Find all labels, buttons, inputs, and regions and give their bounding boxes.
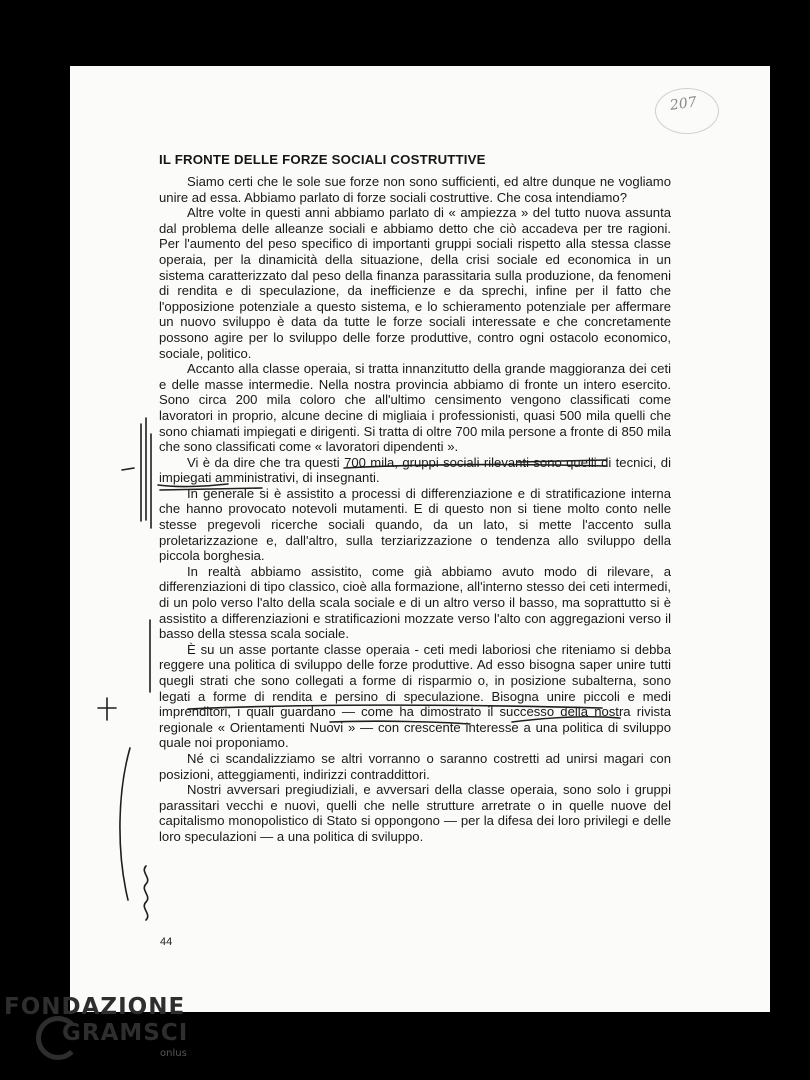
- watermark-sub: onlus: [160, 1048, 187, 1059]
- paragraph: In realtà abbiamo assistito, come già abbiamo avuto modo di rilevare, a differenziazioni di tipo classico, cioè alla formazione, all'interno stesso dei ceti intermedi, di un polo verso l'alto della scala sociale e di un altro verso il basso, ma soprattutto si è assistito a differenziazioni e stratificazioni mozzate verso l'alto con aggregazioni verso il basso della stessa scala sociale.: [159, 563, 671, 642]
- paragraph: Vi è da dire che tra questi 700 mila, gruppi sociali rilevanti sono quelli di tecnici, di impiegati amministrativi, di insegnanti.: [159, 454, 671, 486]
- page-number: 44: [160, 936, 173, 948]
- document-page: [70, 66, 770, 1012]
- paragraph: Nostri avversari pregiudiziali, e avversari della classe operaia, sono solo i gruppi parassitari vecchi e nuovi, quelli che nelle strutture arretrate o in quelle nuove del capitalismo monopolistico di Stato si oppongono — per la difesa dei loro privilegi e delle loro speculazioni — a una politica di sviluppo.: [159, 782, 671, 844]
- paragraph: Altre volte in questi anni abbiamo parlato di « ampiezza » del tutto nuova assunta dal problema delle alleanze sociali e abbiamo detto che ciò accadeva per tre ragioni. Per l'aumento del peso specifico di importanti gruppi sociali rispetto alla stessa classe operaia, per la dinamicità della situazione, della crisi sociale ed economica in un sistema caratterizzato dal peso della finanza parassitaria sulla produzione, da fenomeni di rendita e di speculazione, da inefficienze e da sprechi, infine per il fatto che l'opposizione potenziale a questo sistema, e lo schieramento potenziale per affermare un nuovo sviluppo è data da tutte le forze sociali interessate e che concretamente possono agire per lo sviluppo delle forze produttive, contro ogni ostacolo economico, sociale, politico.: [159, 205, 671, 361]
- paragraph: Né ci scandalizziamo se altri vorranno o saranno costretti ad unirsi magari con posizioni, atteggiamenti, indirizzi contraddittori.: [159, 750, 671, 782]
- handwritten-page-note: 207: [669, 94, 698, 114]
- paragraph: Siamo certi che le sole sue forze non sono sufficienti, ed altre dunque ne vogliamo unire ad essa. Abbiamo parlato di forze sociali costruttive. Che cosa intendiamo?: [159, 174, 671, 205]
- document-body: [159, 174, 671, 845]
- watermark-logo: [0, 988, 240, 1080]
- paragraph: È su un asse portante classe operaia - ceti medi laboriosi che riteniamo si debba reggere una politica di sviluppo delle forze produttive. Ad esso bisogna saper unire tutti quegli strati che sono collegati a forme di risparmio o, in posizione subalterna, sono legati a forme di rendita e persino di speculazione. Bisogna unire piccoli e medi imprenditori, i quali guardano — come ha dimostrato il successo della nostra rivista regionale « Orientamenti Nuovi » — con crescente interesse a una politica di sviluppo quale noi proponiamo.: [159, 641, 671, 751]
- watermark-line2: GRAMSCI: [62, 1020, 189, 1046]
- paragraph: Accanto alla classe operaia, si tratta innanzitutto della grande maggioranza dei ceti e delle masse intermedie. Nella nostra provincia abbiamo di fronte un intero esercito. Sono circa 200 mila coloro che all'ultimo censimento vengono classificati come lavoratori in proprio, alcune decine di migliaia i professionisti, quasi 500 mila quelli che sono chiamati impiegati e dirigenti. Si tratta di oltre 700 mila persone a fronte di 850 mila che sono classificati come « lavoratori dipendenti ».: [159, 361, 671, 455]
- watermark-line1: FONDAZIONE: [4, 994, 186, 1020]
- document-title: IL FRONTE DELLE FORZE SOCIALI COSTRUTTIVE: [159, 152, 486, 167]
- paragraph: In generale si è assistito a processi di differenziazione e di stratificazione interna che hanno provocato notevoli mutamenti. E di questo non si tiene molto conto nelle stesse pregevoli ricerche sociali quando, da un lato, si mette l'accento sulla proletarizzazione e, dall'altro, sulla terziarizzazione o tendenza allo sviluppo della piccola borghesia.: [159, 485, 671, 564]
